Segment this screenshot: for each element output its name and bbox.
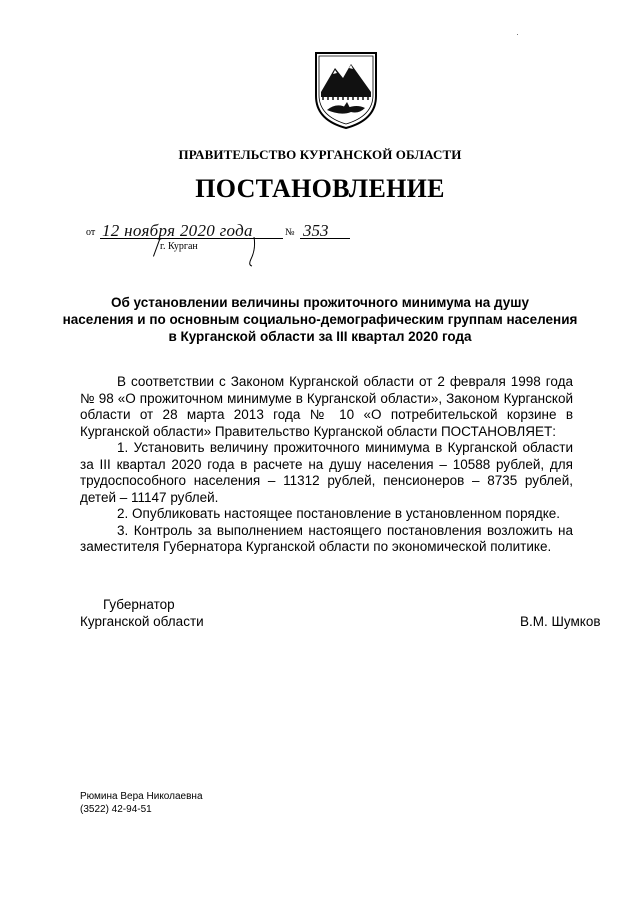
government-name: ПРАВИТЕЛЬСТВО КУРГАНСКОЙ ОБЛАСТИ [178, 147, 462, 162]
date-handwritten: 12 ноября 2020 года [102, 221, 253, 240]
document-type: ПОСТАНОВЛЕНИЕ [195, 174, 445, 203]
position-line: Губернатор [103, 597, 175, 612]
date-prefix: от [86, 227, 96, 238]
scan-speck [517, 34, 518, 35]
coat-of-arms-icon [313, 50, 379, 130]
title-line: населения и по основным социально-демографическим группам населения [62, 312, 578, 327]
title-line: в Курганской области за III квартал 2020 года [168, 329, 472, 344]
number-label: № [285, 227, 295, 238]
signatory-position [80, 596, 204, 630]
handwriting-flourish [246, 237, 258, 267]
body-paragraph: 3. Контроль за выполнением настоящего постановления возложить на заместителя Губернатора Курганской области по экономической политике. [80, 522, 573, 554]
handwriting-stroke [153, 239, 160, 256]
executor-info [80, 790, 203, 816]
decree-body [80, 374, 573, 556]
body-paragraph: 1. Установить величину прожиточного минимума в Курганской области за III квартал 2020 года в расчете на душу населения – 10588 рублей, для трудоспособного населения – 11312 рублей, пенсионеров – 8735 рублей, детей – 11147 рублей. [80, 440, 573, 505]
dateline [86, 221, 386, 271]
number-handwritten: 353 [303, 221, 329, 240]
city: г. Курган [160, 241, 198, 252]
executor-name: Рюмина Вера Николаевна [80, 791, 203, 802]
executor-phone: (3522) 42-94-51 [80, 804, 152, 815]
signatory-name: В.М. Шумков [520, 614, 601, 629]
position-line: Курганской области [80, 614, 204, 629]
title-line: Об установлении величины прожиточного минимума на душу [110, 295, 530, 310]
decree-title [60, 294, 580, 345]
body-paragraph: В соответствии с Законом Курганской области от 2 февраля 1998 года № 98 «О прожиточном минимуме в Курганской области», Законом Курганской области от 28 марта 2013 года № 10 «О потребительской корзине в Курганской области» Правительство Курганской области ПОСТАНОВЛЯЕТ: [80, 374, 573, 439]
body-paragraph: 2. Опубликовать настоящее постановление в установленном порядке. [117, 506, 561, 521]
number-underline [300, 238, 350, 239]
